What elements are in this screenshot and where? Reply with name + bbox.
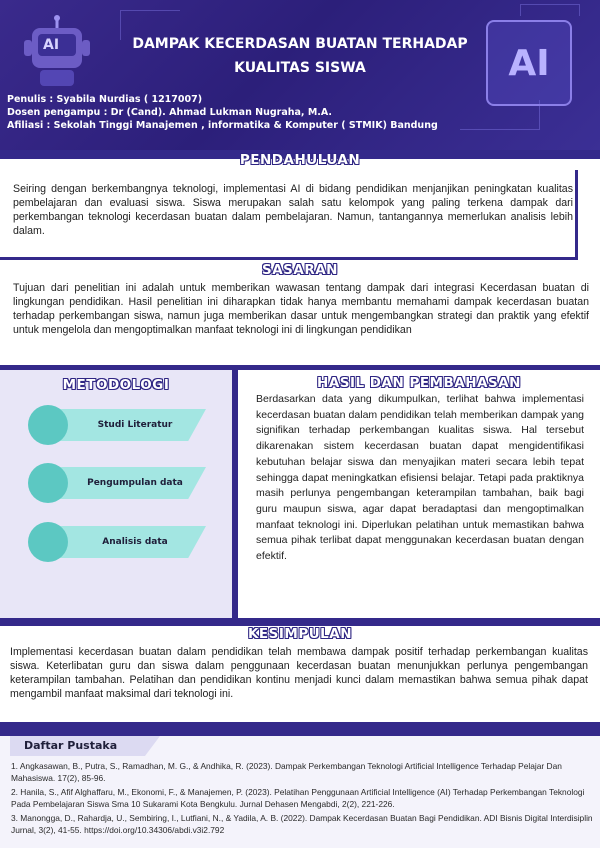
title-line-1: DAMPAK KECERDASAN BUATAN TERHADAP [132,36,468,52]
step-label: Studi Literatur [97,420,173,430]
section-title-metodologi: METODOLOGI [62,377,170,393]
method-step [28,405,208,445]
robot-head-icon [18,14,96,92]
robot-ai-label: AI [43,37,60,53]
references-title: Daftar Pustaka [24,739,118,752]
divider-band [0,618,600,626]
divider-band [0,722,600,736]
section-title-kesimpulan: KESIMPULAN [247,626,353,642]
step-label: Pengumpulan data [87,478,183,488]
step-circle-icon [28,522,68,562]
method-step [28,522,208,562]
step-circle-icon [28,405,68,445]
conclusion-text: Implementasi kecerdasan buatan dalam pendidikan telah membawa dampak positif terhadap perkembangan kualitas siswa. Keterlibatan guru dan siswa dalam penggunaan kecerdasan buatan menunjukkan perlunya pengembangan keterampilan tambahan. Pelatihan dan pendidikan kontinu menjadi kunci dalam memastikan bahwa semua pihak dapat mengambil manfaat maksimal dari teknologi ini. [10,646,588,700]
step-label: Analisis data [102,537,168,547]
poster-header [0,0,600,150]
author-line: Penulis : Syabila Nurdias ( 1217007) [7,94,203,105]
references-list [11,760,595,838]
reference-item: 1. Angkasawan, B., Putra, S., Ramadhan, M. G., & Andhika, R. (2023). Dampak Perkembangan Teknologi Artificial Intelligence Terhadap Pelajar Dan Mahasiswa. 17(2), 85-96. [11,761,562,783]
section-title-pendahuluan: PENDAHULUAN [239,152,361,168]
reference-item: 2. Hanila, S., Afif Alghaffaru, M., Ekonomi, F., & Manajemen, P. (2023). Pelatihan Penggunaan Artificial Intelligence (AI) Terhadap Perkembangan Teknologi Pada Pembelajaran Siswa Sma 10 Sukarami Kota Bengkulu. Jurnal Dehasen Mengabdi, 2(2), 221-226. [11,787,585,809]
title-line-2: KUALITAS SISWA [234,60,366,76]
circuit-line [520,4,580,16]
supervisor-line: Dosen pengampu : Dr (Cand). Ahmad Lukman Nugraha, M.A. [7,107,333,118]
poster-title [100,32,500,80]
step-circle-icon [28,463,68,503]
author-info [7,93,438,132]
column-divider [232,370,238,618]
section-title-sasaran: SASARAN [262,262,338,278]
reference-item: 3. Manongga, D., Rahardja, U., Sembiring, I., Lutfiani, N., & Yadila, A. B. (2022). Dampak Kecerdasan Buatan Bagi Pendidikan. ADI Bisnis Digital Interdisiplin Jurnal, 3(2), 41-55. https://doi.org/10.34306/abdi.v3i2.792 [11,813,593,835]
results-text: Berdasarkan data yang dikumpulkan, terlihat bahwa implementasi kecerdasan buatan dalam pendidikan telah memberikan dampak yang signifikan terhadap perkembangan kualitas siswa. Hal tersebut dikarenakan sistem kecerdasan buatan dapat mengidentifikasi kebutuhan belajar siswa dan menyajikan materi secara lebih tepat sehingga dapat meningkatkan efisiensi belajar. Tetapi pada praktiknya masih perlunya pengembangan keterampilan tambahan, baik bagi guru maupun siswa, agar dapat beradaptasi dan mengoptimalkan manfaat teknologi ini. Diperlukan pelatihan untuk memastikan bahwa semua pihak terlibat dapat menggunakan kecerdasan buatan dengan efektif. [256,393,584,563]
affiliation-line: Afiliasi : Sekolah Tinggi Manajemen , informatika & Komputer ( STMIK) Bandung [7,120,438,131]
objective-text: Tujuan dari penelitian ini adalah untuk memberikan wawasan tentang dampak dari integrasi Kecerdasan buatan di lingkungan pendidikan. Hasil penelitian ini diharapkan tidak hanya membantu memahami dampak kecerdasan buatan terhadap perkembangan siswa, namun juga memberikan dasar untuk mengembangkan strategi dan praktik yang efektif untuk mengelola dan mengoptimalkan manfaat teknologi ini di lingkungan pendidikan [13,282,589,336]
section-title-hasil: HASIL DAN PEMBAHASAN [317,375,521,391]
intro-text: Seiring dengan berkembangnya teknologi, implementasi AI di bidang pendidikan menjanjikan peningkatan kualitas pembelajaran dan evaluasi siswa. Siswa merupakan salah satu kelompok yang paling terkena dampak dari perkembangan teknologi kecerdasan buatan dalam pembelajaran. Namun, tantangannya memerlukan analisis lebih dalam. [13,183,573,237]
ai-chip-label: AI [508,42,550,84]
method-step [28,463,208,503]
